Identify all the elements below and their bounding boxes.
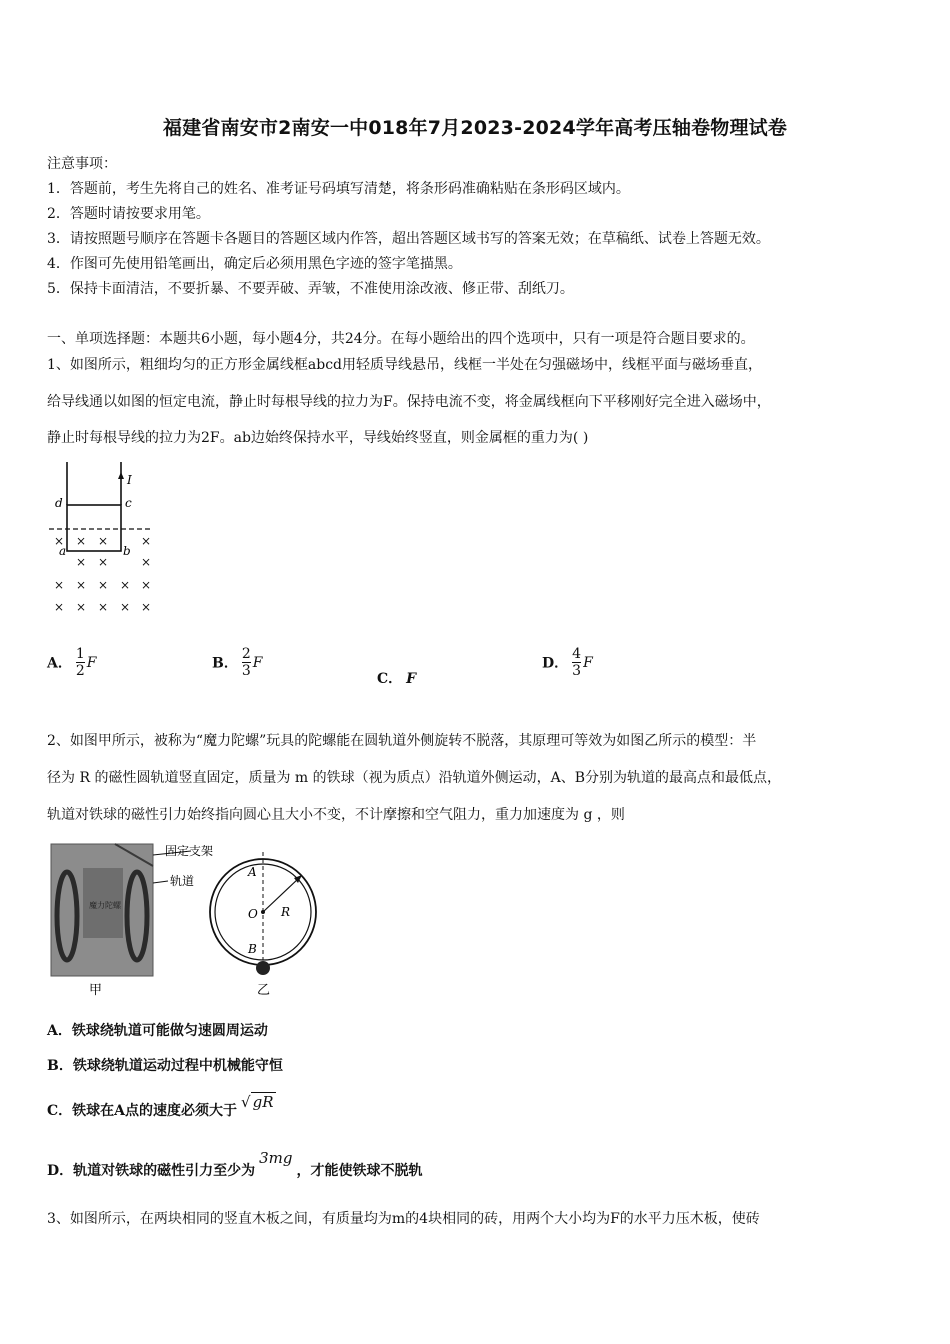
field-cross: × xyxy=(120,600,131,614)
question-1-text: 1、如图所示，粗细均匀的正方形金属线框abcd用轻质导线悬吊，线框一半处在匀强磁场中，线框平面与磁场垂直， xyxy=(47,357,763,373)
field-cross: × xyxy=(98,578,109,592)
photo-caption: 魔力陀螺 xyxy=(89,901,121,910)
field-cross: × xyxy=(54,600,65,614)
notice-item: 2．答题时请按要求用笔。 xyxy=(47,206,210,222)
question-2-text: 2、如图甲所示，被称为“魔力陀螺”玩具的陀螺能在圆轨道外侧旋转不脱落，其原理可等效为如图乙所示的模型：半 xyxy=(47,733,757,749)
fraction xyxy=(76,646,85,679)
fraction xyxy=(572,646,581,679)
iron-ball xyxy=(256,961,270,975)
option-text: 铁球绕轨道运动过程中机械能守恒 xyxy=(72,1058,283,1074)
current-label: I xyxy=(127,473,132,487)
variable: F xyxy=(406,671,417,687)
field-cross: × xyxy=(54,578,65,592)
field-cross: × xyxy=(54,534,65,548)
field-cross: × xyxy=(76,578,87,592)
variable: F xyxy=(252,654,263,671)
q1-figure xyxy=(45,458,170,618)
figure-yi-label: 乙 xyxy=(257,983,271,998)
vertex-label-b: b xyxy=(123,544,131,558)
field-cross: × xyxy=(76,534,87,548)
vertex-label-c: c xyxy=(125,496,132,510)
field-cross: × xyxy=(141,534,152,548)
track-label: 轨道 xyxy=(170,874,195,888)
point-a-label: A xyxy=(248,865,257,879)
notice-item: 5．保持卡面清洁，不要折暴、不要弄破、弄皱，不准使用涂改液、修正带、刮纸刀。 xyxy=(47,281,574,297)
question-1-text: 静止时每根导线的拉力为2F。ab边始终保持水平，导线始终竖直，则金属框的重力为( ) xyxy=(47,430,589,446)
question-1-text: 给导线通以如图的恒定电流，静止时每根导线的拉力为F。保持电流不变，将金属线框向下平移刚好完全进入磁场中， xyxy=(47,394,771,410)
notice-item: 1．答题前，考生先将自己的姓名、准考证号码填写清楚，将条形码准确粘贴在条形码区域内。 xyxy=(47,181,630,197)
point-b-label: B xyxy=(248,942,257,956)
option-d[interactable] xyxy=(542,646,593,679)
option-c[interactable] xyxy=(47,1093,276,1120)
field-cross: × xyxy=(141,555,152,569)
field-cross: × xyxy=(120,578,131,592)
field-cross: × xyxy=(98,600,109,614)
option-label: A． xyxy=(47,1023,72,1039)
question-3-text: 3、如图所示，在两块相同的竖直木板之间，有质量均为m的4块相同的砖，用两个大小均为F的水平力压木板，使砖 xyxy=(47,1211,760,1227)
option-b[interactable] xyxy=(47,1055,283,1075)
numerator: 2 xyxy=(241,646,251,662)
option-label: C． xyxy=(377,671,403,687)
option-b[interactable] xyxy=(212,646,262,679)
denominator: 3 xyxy=(241,663,251,679)
option-label: B． xyxy=(47,1058,73,1074)
option-a[interactable] xyxy=(47,1020,268,1040)
option-label: D． xyxy=(47,1163,74,1179)
option-a[interactable] xyxy=(47,646,97,679)
variable: F xyxy=(583,654,593,671)
option-label: D． xyxy=(542,655,569,672)
radicand: gR xyxy=(252,1093,274,1111)
option-label: C． xyxy=(47,1103,73,1119)
numerator: 4 xyxy=(572,646,582,662)
question-2-text: 径为 R 的磁性圆轨道竖直固定，质量为 m 的铁球（视为质点）沿轨道外侧运动，A、B分别为轨道的最高点和最低点， xyxy=(47,770,782,786)
notice-item: 3．请按照题号顺序在答题卡各题目的答题区域内作答，超出答题区域书写的答案无效；在草稿纸、试卷上答题无效。 xyxy=(47,231,770,247)
field-cross: × xyxy=(98,555,109,569)
option-text: 铁球在A点的速度必须大于 xyxy=(72,1103,238,1119)
variable: F xyxy=(86,654,97,671)
figure-jia-label: 甲 xyxy=(89,983,103,998)
q2-figure xyxy=(45,838,335,1000)
option-label: A． xyxy=(47,655,72,672)
radius-label: R xyxy=(281,905,291,919)
page-title: 福建省南安市2南安一中018年7月2023-2024学年高考压轴卷物理试卷 xyxy=(162,117,788,139)
denominator: 3 xyxy=(572,663,582,679)
section-heading: 一、单项选择题：本题共6小题，每小题4分，共24分。在每小题给出的四个选项中，只有一项是符合题目要求的。 xyxy=(47,331,755,347)
option-text-tail: ，才能使铁球不脱轨 xyxy=(296,1163,423,1179)
notice-heading: 注意事项： xyxy=(47,156,117,172)
vertex-label-a: a xyxy=(59,544,67,558)
field-cross: × xyxy=(76,555,87,569)
sqrt-expression: √ gR xyxy=(241,1093,274,1111)
option-label: B． xyxy=(212,655,238,672)
option-text: 铁球绕轨道可能做匀速圆周运动 xyxy=(71,1023,268,1039)
option-c[interactable] xyxy=(377,668,416,688)
numerator: 1 xyxy=(75,646,85,662)
field-cross: × xyxy=(141,578,152,592)
option-d[interactable] xyxy=(47,1149,423,1180)
vertex-label-d: d xyxy=(55,496,63,510)
field-cross: × xyxy=(98,534,109,548)
option-text: 轨道对铁球的磁性引力至少为 xyxy=(73,1163,256,1179)
question-2-text: 轨道对铁球的磁性引力始终指向圆心且大小不变，不计摩擦和空气阻力，重力加速度为 g ，则 xyxy=(47,807,625,823)
center-label: O xyxy=(248,907,258,921)
field-cross: × xyxy=(76,600,87,614)
notice-item: 4．作图可先使用铅笔画出，确定后必须用黑色字迹的签字笔描黑。 xyxy=(47,256,462,272)
fraction xyxy=(242,646,251,679)
field-cross: × xyxy=(141,600,152,614)
math-expression: 3mg xyxy=(259,1149,293,1167)
support-label: 固定支架 xyxy=(165,844,214,858)
denominator: 2 xyxy=(75,663,85,679)
